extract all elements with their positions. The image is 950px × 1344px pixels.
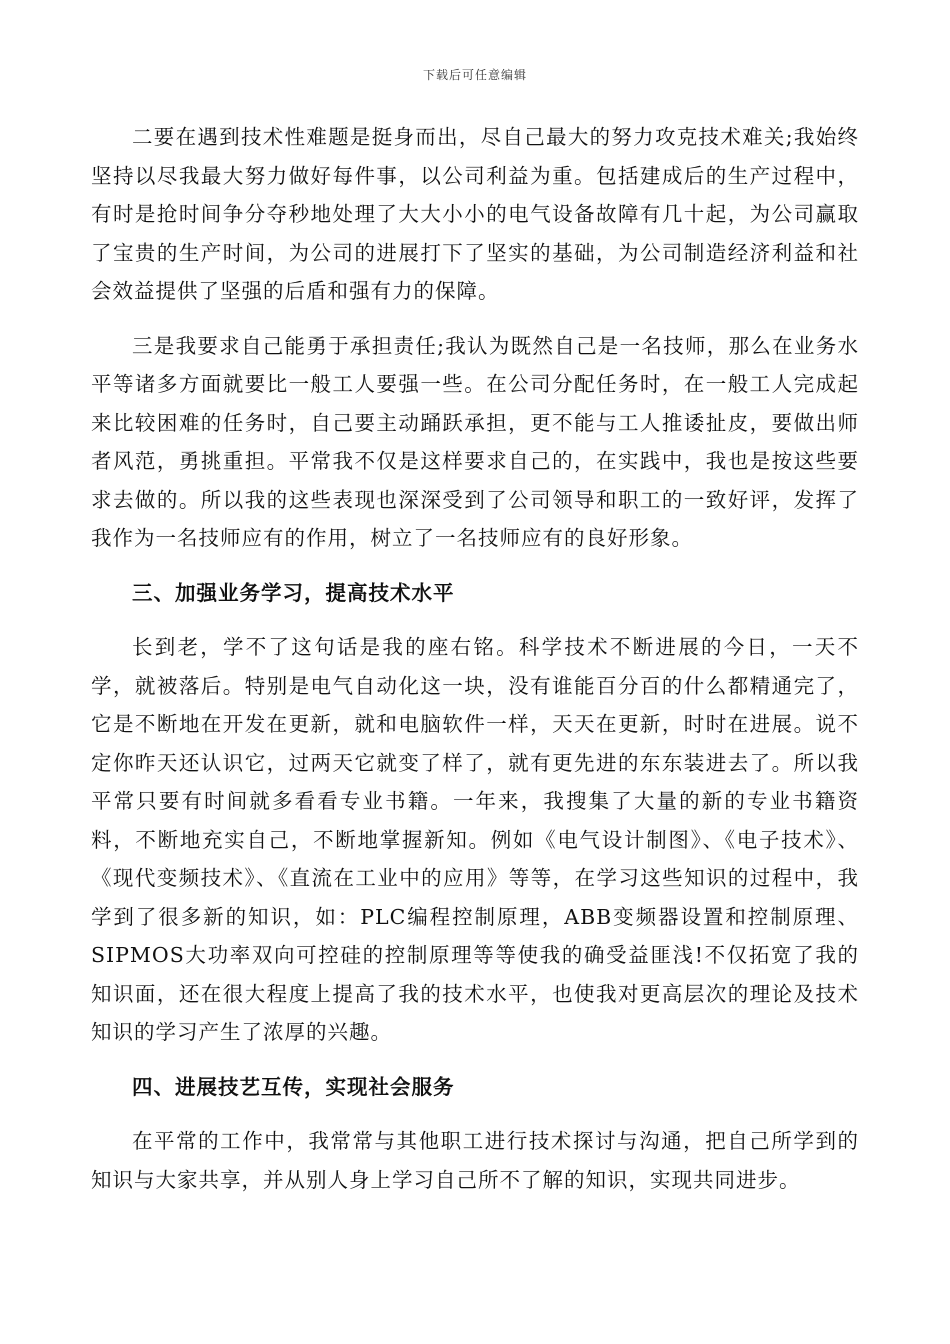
header-note: 下载后可任意编辑 bbox=[422, 68, 527, 82]
paragraph-gap bbox=[91, 558, 859, 574]
paragraph-service: 在平常的工作中，我常常与其他职工进行技术探讨与沟通，把自己所学到的知识与大家共享，并从别人身上学习自己所不了解的知识，实现共同进步。 bbox=[91, 1129, 859, 1192]
paragraph-study: 长到老，学不了这句话是我的座右铭。科学技术不断进展的今日，一天不学，就被落后。特别是电气自动化这一块，没有谁能百分百的什么都精通完了，它是不断地在开发在更新，就和电脑软件一样，天天在更新，时时在进展。说不定你昨天还认识它，过两天它就变了样了，就有更先进的东东装进去了。所以我平常只要有时间就多看看专业书籍。一年来，我搜集了大量的新的专业书籍资料，不断地充实自己，不断地掌握新知。例如《电气设计制图》、《电子技术》、《现代变频技术》、《直流在工业中的应用》等等，在学习这些知识的过程中，我学到了很多新的知识，如：PLC编程控制原理，ABB变频器设置和控制原理、SIPMOS大功率双向可控硅的控制原理等等使我的确受益匪浅!不仅拓宽了我的知识面，还在很大程度上提高了我的技术水平，也使我对更高层次的理论及技术知识的学习产生了浓厚的兴趣。 bbox=[91, 635, 859, 1044]
paragraph-gap bbox=[91, 1052, 859, 1068]
document-body bbox=[91, 118, 859, 1199]
section-heading-service: 四、进展技艺互传，实现社会服务 bbox=[132, 1074, 455, 1099]
paragraph-gap bbox=[91, 612, 859, 628]
paragraph-gap bbox=[91, 1106, 859, 1122]
paragraph-responsibility-tech-problems: 二要在遇到技术性难题是挺身而出，尽自己最大的努力攻克技术难关;我始终坚持以尽我最大努力做好每件事，以公司利益为重。包括建成后的生产过程中，有时是抢时间争分夺秒地处理了大大小小的电气设备故障有几十起，为公司赢取了宝贵的生产时间，为公司的进展打下了坚实的基础，为公司制造经济利益和社会效益提供了坚强的后盾和强有力的保障。 bbox=[91, 125, 859, 303]
section-heading-study: 三、加强业务学习，提高技术水平 bbox=[132, 580, 455, 605]
paragraph-gap bbox=[91, 311, 859, 327]
paragraph-responsibility-bear: 三是我要求自己能勇于承担责任;我认为既然自己是一名技师，那么在业务水平等诸多方面就要比一般工人要强一些。在公司分配任务时，在一般工人完成起来比较困难的任务时，自己要主动踊跃承担，更不能与工人推诿扯皮，要做出师者风范，勇挑重担。平常我不仅是这样要求自己的，在实践中，我也是按这些要求去做的。所以我的这些表现也深深受到了公司领导和职工的一致好评，发挥了我作为一名技师应有的作用，树立了一名技师应有的良好形象。 bbox=[91, 333, 859, 550]
